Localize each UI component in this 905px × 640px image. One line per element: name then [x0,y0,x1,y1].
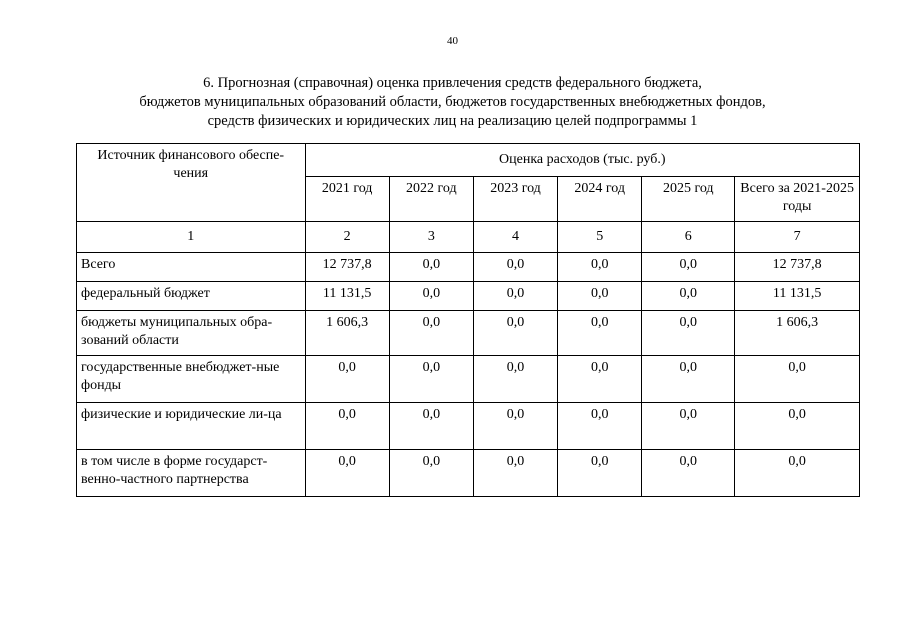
value-cell: 0,0 [389,450,473,497]
column-number: 7 [735,222,860,253]
value-cell: 0,0 [642,311,735,356]
value-cell: 0,0 [305,356,389,403]
table-row [77,282,860,311]
value-cell: 0,0 [642,282,735,311]
value-cell: 1 606,3 [735,311,860,356]
column-number: 5 [558,222,642,253]
value-cell: 0,0 [642,253,735,282]
value-cell: 0,0 [558,403,642,450]
financing-table [76,143,860,497]
row-label: бюджеты муниципальных обра-зований области [77,311,306,356]
value-cell: 11 131,5 [735,282,860,311]
page-number: 40 [447,35,458,47]
document-title [60,74,845,131]
table-row [77,356,860,403]
value-cell: 0,0 [735,403,860,450]
value-cell: 0,0 [389,253,473,282]
value-cell: 0,0 [305,403,389,450]
value-cell: 0,0 [473,253,557,282]
row-label: в том числе в форме государст-венно-частного партнерства [77,450,306,497]
value-cell: 1 606,3 [305,311,389,356]
table-row [77,253,860,282]
column-number: 2 [305,222,389,253]
total-header: Всего за 2021-2025 годы [735,177,860,222]
row-label: физические и юридические ли-ца [77,403,306,450]
value-cell: 0,0 [558,282,642,311]
value-cell: 0,0 [558,253,642,282]
value-cell: 0,0 [473,356,557,403]
value-cell: 0,0 [305,450,389,497]
column-number: 3 [389,222,473,253]
value-cell: 0,0 [473,311,557,356]
value-cell: 0,0 [735,450,860,497]
year-header: 2024 год [558,177,642,222]
value-cell: 0,0 [642,450,735,497]
title-line-2: бюджетов муниципальных образований области, бюджетов государственных внебюджетных фондов, [139,94,766,110]
value-cell: 0,0 [389,356,473,403]
table-row [77,403,860,450]
value-cell: 0,0 [473,403,557,450]
source-header: Источник финансового обеспе-чения [77,144,306,222]
value-cell: 0,0 [642,356,735,403]
value-cell: 11 131,5 [305,282,389,311]
year-header: 2021 год [305,177,389,222]
value-cell: 0,0 [558,450,642,497]
value-cell: 0,0 [389,403,473,450]
title-line-3: средств физических и юридических лиц на реализацию целей подпрограммы 1 [207,113,698,129]
value-cell: 0,0 [642,403,735,450]
value-cell: 12 737,8 [305,253,389,282]
value-cell: 12 737,8 [735,253,860,282]
value-cell: 0,0 [558,311,642,356]
table-row [77,311,860,356]
row-label: федеральный бюджет [77,282,306,311]
table-row [77,450,860,497]
year-header: 2025 год [642,177,735,222]
value-cell: 0,0 [389,282,473,311]
column-number: 6 [642,222,735,253]
column-number-row [77,222,860,253]
value-cell: 0,0 [735,356,860,403]
value-cell: 0,0 [389,311,473,356]
column-number: 4 [473,222,557,253]
year-header: 2022 год [389,177,473,222]
estimate-header: Оценка расходов (тыс. руб.) [305,144,859,177]
value-cell: 0,0 [558,356,642,403]
value-cell: 0,0 [473,450,557,497]
column-number: 1 [77,222,306,253]
title-line-1: 6. Прогнозная (справочная) оценка привлечения средств федерального бюджета, [203,75,702,91]
year-header: 2023 год [473,177,557,222]
header-row [77,144,860,177]
row-label: Всего [77,253,306,282]
row-label: государственные внебюджет-ные фонды [77,356,306,403]
value-cell: 0,0 [473,282,557,311]
